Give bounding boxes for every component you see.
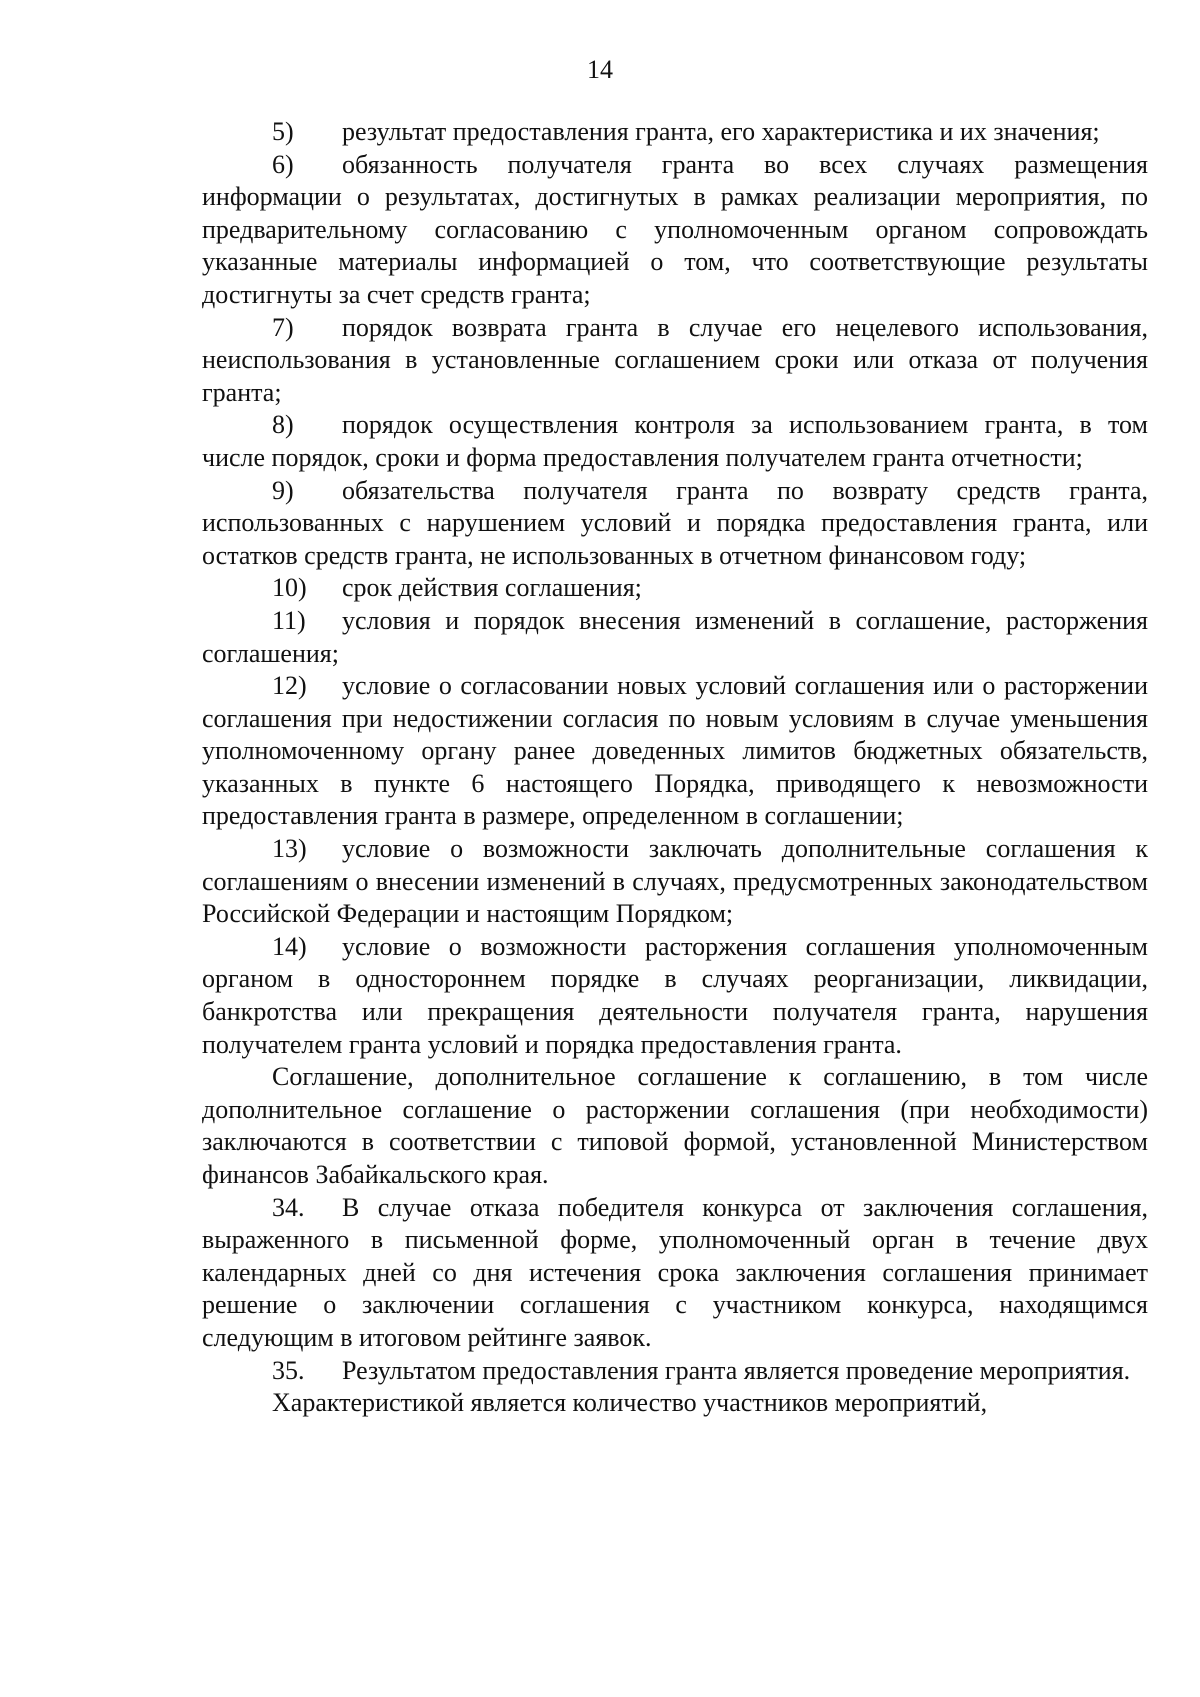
paragraph-item-12 xyxy=(202,670,1148,833)
paragraph-item-11 xyxy=(202,605,1148,670)
paragraph-marker: 14) xyxy=(272,931,307,961)
paragraph-text: Характеристикой является количество участников мероприятий, xyxy=(272,1388,988,1418)
paragraph-item-8 xyxy=(202,409,1148,474)
paragraph-marker: 34. xyxy=(272,1192,305,1222)
paragraph-text: порядок осуществления контроля за использованием гранта, в том числе порядок, сроки и форма предоставления получателем гранта отчетности; xyxy=(202,410,1148,472)
paragraph-marker: 13) xyxy=(272,834,307,864)
paragraph-item-14 xyxy=(202,931,1148,1061)
paragraph-text: условия и порядок внесения изменений в соглашение, расторжения соглашения; xyxy=(202,605,1148,668)
paragraph-item-6 xyxy=(202,149,1148,312)
paragraph-text: обязательства получателя гранта по возврату средств гранта, использованных с нарушением условий и порядка предоставления гранта, или остатков средств гранта, не использованных в отчетном финансовом году; xyxy=(202,475,1148,570)
paragraph-agreement-form xyxy=(202,1061,1148,1191)
paragraph-marker: 7) xyxy=(272,312,294,342)
document-body xyxy=(202,116,1148,1420)
paragraph-text: обязанность получателя гранта во всех случаях размещения информации о результатах, достигнутых в рамках реализации мероприятия, по предварительному согласованию с уполномоченным органом сопровождать указанные материалы информацией о том, что соответствующие результаты достигнуты за счет средств гранта; xyxy=(202,149,1148,309)
paragraph-clause-34 xyxy=(202,1192,1148,1355)
page-number: 14 xyxy=(587,55,613,84)
paragraph-text: Соглашение, дополнительное соглашение к соглашению, в том числе дополнительное соглашение о расторжении соглашения (при необходимости) заключаются в соответствии с типовой формой, установленной Министерством финансов Забайкальского края. xyxy=(202,1062,1148,1189)
paragraph-item-10 xyxy=(202,572,1148,605)
paragraph-marker: 11) xyxy=(272,605,306,635)
paragraph-item-7 xyxy=(202,312,1148,410)
paragraph-marker: 10) xyxy=(272,573,307,603)
paragraph-text: условие о возможности заключать дополнительные соглашения к соглашениям о внесении изменений в случаях, предусмотренных законодательством Российской Федерации и настоящим Порядком; xyxy=(202,834,1148,929)
paragraph-text: условие о возможности расторжения соглашения уполномоченным органом в одностороннем порядке в случаях реорганизации, ликвидации, банкротства или прекращения деятельности получателя гранта, нарушения получателем гранта условий и порядка предоставления гранта. xyxy=(202,931,1148,1059)
paragraph-marker: 35. xyxy=(272,1355,305,1385)
paragraph-item-9 xyxy=(202,475,1148,573)
paragraph-marker: 12) xyxy=(272,671,307,701)
paragraph-clause-35 xyxy=(202,1355,1148,1388)
paragraph-item-5 xyxy=(202,116,1148,149)
paragraph-item-13 xyxy=(202,833,1148,931)
paragraph-text: срок действия соглашения; xyxy=(342,573,642,603)
paragraph-marker: 9) xyxy=(272,475,294,505)
paragraph-marker: 8) xyxy=(272,410,294,440)
paragraph-marker: 5) xyxy=(272,117,294,146)
paragraph-text: условие о согласовании новых условий соглашения или о расторжении соглашения при недостижении согласия по новым условиям в случае уменьшения уполномоченному органу ранее доведенных лимитов бюджетных обязательств, указанных в пункте 6 настоящего Порядка, приводящего к невозможности предоставления гранта в размере, определенном в соглашении; xyxy=(202,671,1148,831)
paragraph-text: В случае отказа победителя конкурса от заключения соглашения, выраженного в письменной форме, уполномоченный орган в течение двух календарных дней со дня истечения срока заключения соглашения принимает решение о заключении соглашения с участником конкурса, находящимся следующим в итоговом рейтинге заявок. xyxy=(202,1192,1148,1352)
paragraph-text: Результатом предоставления гранта является проведение мероприятия. xyxy=(342,1355,1131,1385)
paragraph-text: порядок возврата гранта в случае его нецелевого использования, неиспользования в установленные соглашением сроки или отказа от получения гранта; xyxy=(202,312,1148,407)
paragraph-marker: 6) xyxy=(272,149,294,179)
paragraph-text: результат предоставления гранта, его характеристика и их значения; xyxy=(342,117,1100,146)
paragraph-characteristic xyxy=(202,1387,1148,1420)
